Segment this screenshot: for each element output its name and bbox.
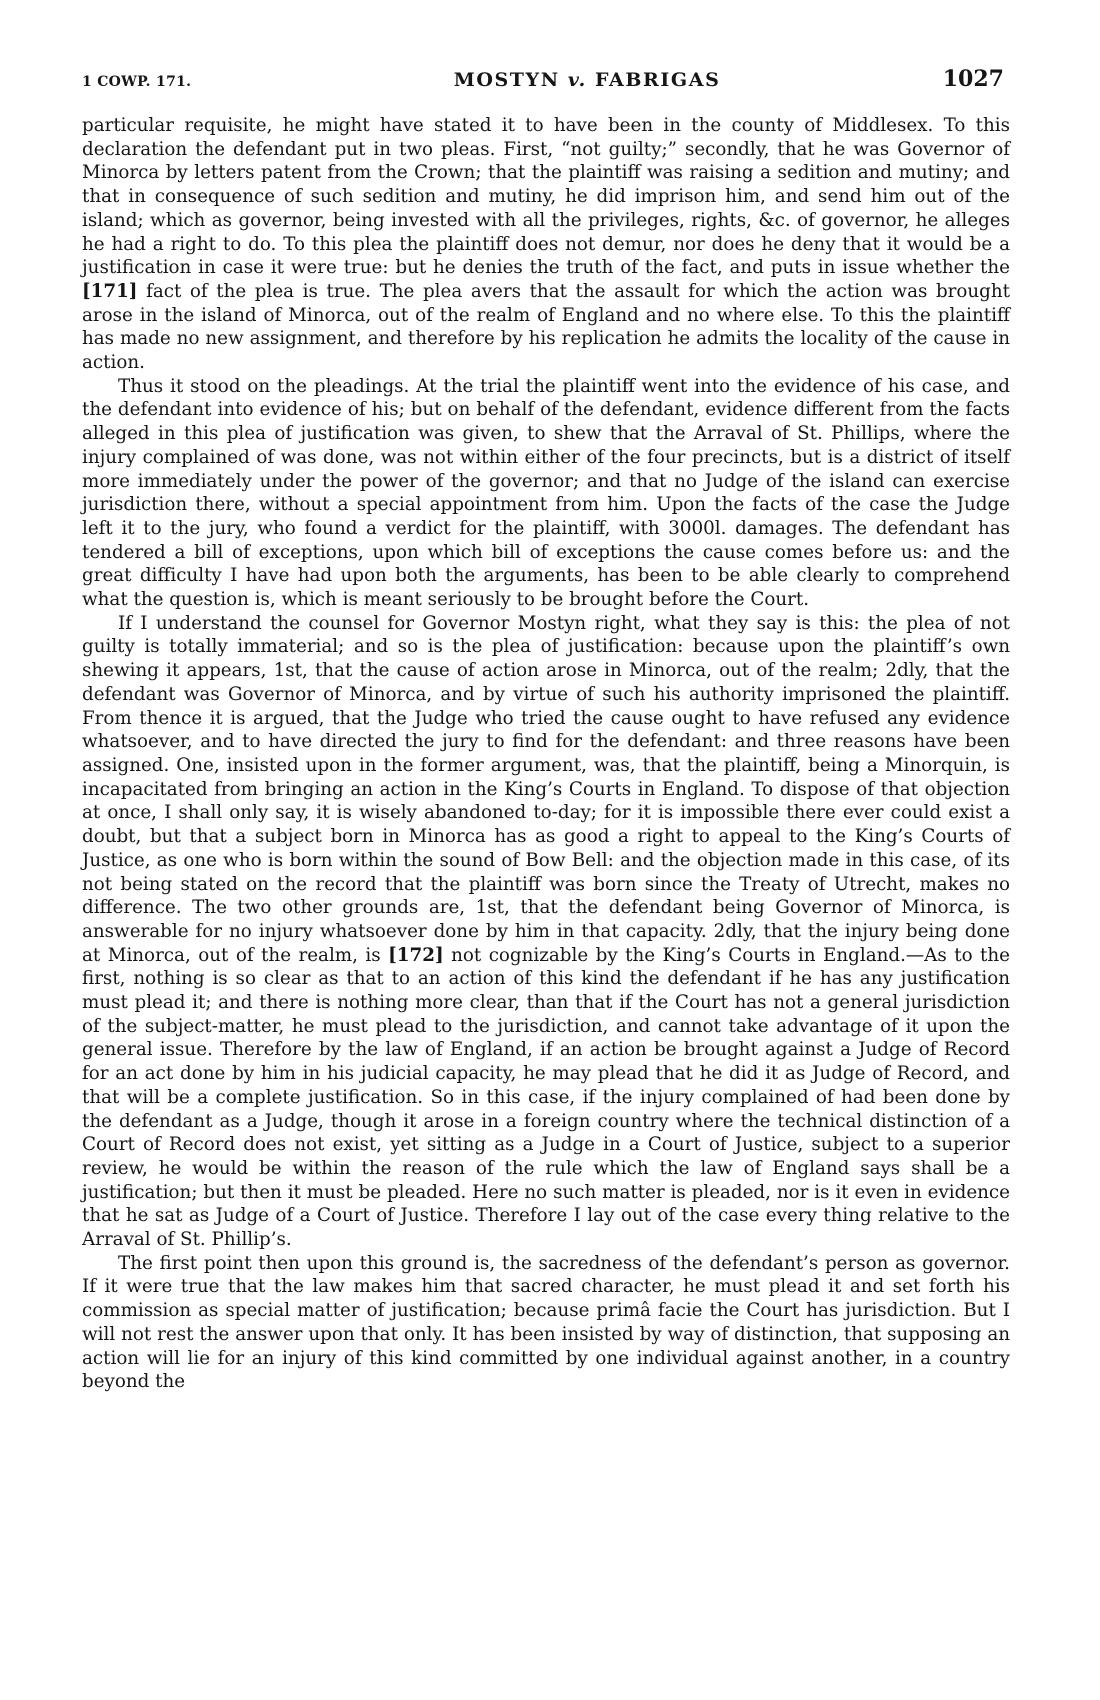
case-title-defendant: FABRIGAS <box>586 69 721 91</box>
case-title-versus: v. <box>567 69 587 91</box>
text-run: fact of the plea is true. The plea avers that the assault for which the action was brought arose in the island of Minorca, out of the realm of England and no where else. To this the plaintiff has made no new assignment, and therefore by his replication he admits the locality of the cause in action. <box>82 280 1010 374</box>
text-run: particular requisite, he might have stated it to have been in the county of Middlesex. To this declaration the defendant put in two pleas. First, “not guilty;” secondly, that he was Governor of Minorca by letters patent from the Crown; that the plaintiff was raising a sedition and mutiny; and that in consequence of such sedition and mutiny, he did imprison him, and send him out of the island; which as governor, being invested with all the privileges, rights, &c. of governor, he alleges he had a right to do. To this plea the plaintiff does not demur, nor does he deny that it would be a justification in case it were true: but he denies the truth of the fact, and puts in issue whether the <box>82 115 1010 279</box>
text-run: If I understand the counsel for Governor Mostyn right, what they say is this: the plea of not guilty is totally immaterial; and so is the plea of justification: because upon the plaintiff’s own shewing it appears, 1st, that the cause of action arose in Minorca, out of the realm; 2dly, that the defendant was Governor of Minorca, and by virtue of such his authority imprisoned the plaintiff. From thence it is argued, that the Judge who tried the cause ought to have refused any evidence whatsoever, and to have directed the jury to find for the defendant: and three reasons have been assigned. One, insisted upon in the former argument, was, that the plaintiff, being a Minorquin, is incapacitated from bringing an action in the King’s Courts in England. To dispose of that objection at once, I shall only say, it is wisely abandoned to-day; for it is impossible there ever could exist a doubt, but that a subject born in Minorca has as good a right to appeal to the King’s Courts of Justice, as one who is born within the sound of Bow Bell: and the objection made in this case, of its not being stated on the record that the plaintiff was born since the Treaty of Utrecht, makes no difference. The two other grounds are, 1st, that the defendant being Governor of Minorca, is answerable for no injury whatsoever done by him in that capacity. 2dly, that the injury being done at Minorca, out of the realm, is <box>82 612 1010 966</box>
folio-marker-172: [172] <box>388 944 444 966</box>
report-citation: 1 COWP. 171. <box>82 74 192 90</box>
running-header <box>82 66 1010 92</box>
page-number: 1027 <box>942 66 1004 92</box>
text-run: The first point then upon this ground is, the sacredness of the defendant’s person as governor. If it were true that the law makes him that sacred character, he must plead it and set forth his commission as special matter of justification; because primâ facie the Court has jurisdiction. But I will not rest the answer upon that only. It has been insisted by way of distinction, that supposing an action will lie for an injury of this kind committed by one individual against another, in a country beyond the <box>82 1252 1010 1393</box>
text-run: not cognizable by the King’s Courts in England.—As to the first, nothing is so clear as that to an action of this kind the defendant if he has any justification must plead it; and there is nothing more clear, than that if the Court has not a general jurisdiction of the subject-matter, he must plead to the jurisdiction, and cannot take advantage of it upon the general issue. Therefore by the law of England, if an action be brought against a Judge of Record for an act done by him in his judicial capacity, he may plead that he did it as Judge of Record, and that will be a complete justification. So in this case, if the injury complained of had been done by the defendant as a Judge, though it arose in a foreign country where the technical distinction of a Court of Record does not exist, yet sitting as a Judge in a Court of Justice, subject to a superior review, he would be within the reason of the rule which the law of England says shall be a justification; but then it must be pleaded. Here no such matter is pleaded, nor is it even in evidence that he sat as Judge of a Court of Justice. Therefore I lay out of the case every thing relative to the Arraval of St. Phillip’s. <box>82 944 1010 1251</box>
paragraph-4 <box>82 1252 1010 1394</box>
page-body <box>82 114 1010 1394</box>
paragraph-2 <box>82 375 1010 612</box>
text-run: Thus it stood on the pleadings. At the trial the plaintiff went into the evidence of his case, and the defendant into evidence of his; but on behalf of the defendant, evidence different from the facts alleged in this plea of justification was given, to shew that the Arraval of St. Phillips, where the injury complained of was done, was not within either of the four precincts, but is a district of itself more immediately under the power of the governor; and that no Judge of the island can exercise jurisdiction there, without a special appointment from him. Upon the facts of the case the Judge left it to the jury, who found a verdict for the plaintiff, with 3000l. damages. The defendant has tendered a bill of exceptions, upon which bill of exceptions the cause comes before us: and the great difficulty I have had upon both the arguments, has been to be able clearly to comprehend what the question is, which is meant seriously to be brought before the Court. <box>82 375 1010 611</box>
case-title <box>454 69 721 91</box>
folio-marker-171: [171] <box>82 280 138 302</box>
case-title-plaintiff: MOSTYN <box>453 69 568 91</box>
paragraph-3 <box>82 612 1010 1252</box>
paragraph-1 <box>82 114 1010 375</box>
